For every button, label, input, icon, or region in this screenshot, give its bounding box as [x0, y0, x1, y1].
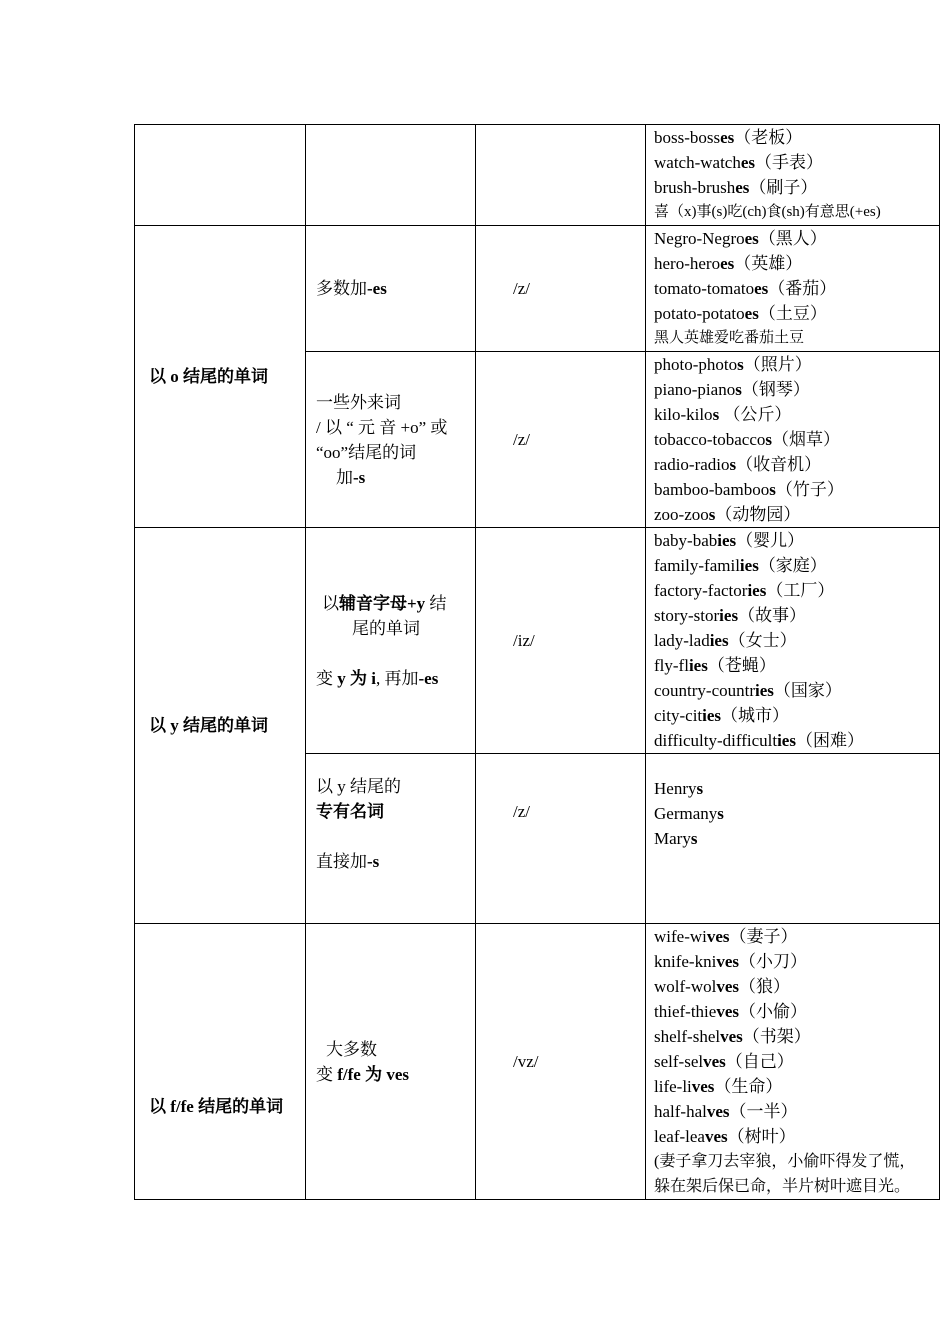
example-item: [654, 728, 939, 753]
example-base: half-hal: [654, 1102, 707, 1121]
example-translation: （城市）: [721, 706, 790, 725]
example-suffix: ves: [716, 1002, 739, 1021]
example-item: [654, 924, 939, 949]
category-o: 以 o 结尾的单词: [135, 226, 306, 528]
category-y: 以 y 结尾的单词: [135, 528, 306, 924]
example-base: shelf-shel: [654, 1027, 721, 1046]
example-translation: （烟草）: [772, 430, 841, 449]
example-translation: （一半）: [729, 1102, 798, 1121]
example-suffix: s: [712, 405, 720, 424]
example-suffix: ves: [716, 977, 739, 996]
example-base: bamboo-bamboo: [654, 480, 770, 499]
example-item: [654, 352, 939, 377]
example-suffix: s: [708, 505, 716, 524]
example-item: [654, 578, 939, 603]
example-base: knife-kni: [654, 952, 717, 971]
example-suffix: s: [717, 804, 724, 823]
mnemonic-note: 喜（x)事(s)吃(ch)食(sh)有意思(+es): [654, 204, 881, 220]
example-base: country-countr: [654, 681, 756, 700]
example-item: [654, 528, 939, 553]
example-base: piano-piano: [654, 380, 736, 399]
example-list: [654, 226, 939, 326]
example-item: [654, 226, 939, 251]
example-translation: （书架）: [742, 1027, 811, 1046]
example-translation: （公斤）: [719, 405, 792, 424]
rule-text: 变: [316, 1064, 338, 1084]
rule-suffix: -s: [353, 467, 366, 487]
example-item: [654, 452, 939, 477]
example-item: [654, 826, 939, 851]
example-list: [654, 352, 939, 527]
rule-line: [316, 849, 475, 874]
example-list: [654, 924, 939, 1149]
example-suffix: s: [737, 355, 744, 374]
example-translation: （手表）: [755, 153, 824, 172]
rule-text: 变: [316, 668, 338, 688]
example-item: [654, 477, 939, 502]
rule-cell: [306, 125, 476, 226]
rule-bold: y 为 i: [337, 668, 376, 688]
example-translation: （刷子）: [749, 178, 818, 197]
example-translation: （苍蝇）: [707, 656, 776, 675]
example-item: [654, 175, 939, 200]
example-translation: （生命）: [714, 1077, 783, 1096]
example-translation: （女士）: [728, 631, 797, 650]
example-item: [654, 377, 939, 402]
example-base: family-famil: [654, 556, 740, 575]
example-translation: （妻子）: [729, 927, 798, 946]
example-suffix: es: [735, 178, 750, 197]
pronunciation: /z/: [476, 226, 646, 352]
example-translation: （狼）: [739, 977, 790, 996]
rule-text: 多数加: [316, 279, 367, 298]
example-suffix: ves: [704, 1127, 728, 1146]
example-translation: （老板）: [734, 128, 803, 147]
table-row: [135, 528, 940, 754]
category-f: 以 f/fe 结尾的单词: [135, 924, 306, 1200]
rule-line: / 以 “ 元 音 +o” 或: [316, 417, 448, 437]
example-suffix: s: [690, 829, 698, 848]
example-suffix: es: [754, 279, 769, 298]
rule-line: “oo”结尾的词: [316, 442, 417, 462]
example-translation: （土豆）: [758, 304, 827, 323]
example-base: zoo-zoo: [654, 505, 709, 524]
mnemonic-note: 黑人英雄爱吃番茄土豆: [654, 330, 805, 346]
rule-text: 结: [425, 593, 447, 613]
example-base: factory-factor: [654, 581, 748, 600]
example-translation: （自己）: [725, 1052, 794, 1071]
example-base: hero-hero: [654, 254, 721, 273]
example-suffix: ves: [691, 1077, 715, 1096]
rule-cell: [306, 754, 476, 924]
examples-cell: [646, 924, 940, 1200]
example-translation: （婴儿）: [736, 531, 805, 550]
examples-cell: [646, 754, 940, 924]
example-translation: （树叶）: [727, 1127, 796, 1146]
example-suffix: ies: [702, 706, 722, 725]
example-item: [654, 150, 939, 175]
example-base: wife-wi: [654, 927, 707, 946]
example-item: [654, 1074, 939, 1099]
example-item: [654, 502, 939, 527]
rule-suffix: -es: [418, 668, 439, 688]
example-suffix: es: [720, 128, 735, 147]
example-suffix: ies: [755, 681, 774, 700]
rule-text: , 再加: [375, 668, 419, 688]
example-base: self-sel: [654, 1052, 704, 1071]
example-list: [654, 776, 939, 851]
rule-bold: 辅音字母+y: [339, 593, 426, 613]
rule-line: 一些外来词: [316, 392, 401, 412]
rule-cell: [306, 226, 476, 352]
example-base: lady-lad: [654, 631, 710, 650]
example-suffix: es: [744, 304, 759, 323]
example-list: [654, 528, 939, 753]
category-cell: [135, 125, 306, 226]
example-base: thief-thie: [654, 1002, 717, 1021]
example-suffix: s: [769, 480, 776, 499]
example-base: life-li: [654, 1077, 692, 1096]
example-base: baby-bab: [654, 531, 718, 550]
example-item: [654, 628, 939, 653]
mnemonic-note: (妻子拿刀去宰狼，小偷吓得发了慌，: [654, 1153, 916, 1170]
rule-line: 专有名词: [316, 802, 384, 821]
example-translation: （照片）: [743, 355, 812, 374]
rule-suffix: -es: [367, 279, 387, 298]
rule-cell: [306, 924, 476, 1200]
example-suffix: ies: [719, 606, 739, 625]
example-base: Negro-Negro: [654, 229, 745, 248]
example-item: [654, 276, 939, 301]
example-suffix: s: [735, 380, 742, 399]
example-suffix: ies: [777, 731, 796, 750]
example-translation: （黑人）: [758, 229, 827, 248]
example-item: [654, 427, 939, 452]
example-suffix: es: [744, 229, 759, 248]
example-suffix: ies: [709, 631, 729, 650]
example-translation: （家庭）: [758, 556, 827, 575]
rule-line: [316, 666, 475, 691]
example-base: tomato-tomato: [654, 279, 755, 298]
example-suffix: ies: [717, 531, 737, 550]
example-base: tobacco-tobacco: [654, 430, 766, 449]
example-base: brush-brush: [654, 178, 736, 197]
example-translation: （工厂）: [766, 581, 835, 600]
example-suffix: s: [729, 455, 737, 474]
example-base: city-cit: [654, 706, 703, 725]
examples-cell: [646, 125, 940, 226]
example-item: [654, 653, 939, 678]
example-translation: （小偷）: [738, 1002, 807, 1021]
example-translation: （英雄）: [734, 254, 803, 273]
example-translation: （收音机）: [736, 455, 822, 474]
pronunciation: /z/: [476, 754, 646, 924]
example-base: radio-radio: [654, 455, 730, 474]
example-item: [654, 553, 939, 578]
example-translation: （钢琴）: [741, 380, 810, 399]
example-base: fly-fl: [654, 656, 689, 675]
example-suffix: ves: [706, 1102, 730, 1121]
rule-line: [316, 1062, 475, 1087]
example-base: Henry: [654, 779, 697, 798]
example-suffix: ies: [739, 556, 759, 575]
example-base: Mary: [654, 829, 691, 848]
example-suffix: ves: [720, 1027, 743, 1046]
table-row: [135, 924, 940, 1200]
rule-line: 尾的单词: [352, 618, 420, 638]
example-item: [654, 301, 939, 326]
example-base: leaf-lea: [654, 1127, 705, 1146]
rule-cell: [306, 352, 476, 528]
example-suffix: ies: [747, 581, 767, 600]
rule-text: 直接加: [316, 852, 367, 871]
examples-cell: [646, 528, 940, 754]
example-item: [654, 999, 939, 1024]
example-base: wolf-wol: [654, 977, 717, 996]
pronunciation: /vz/: [476, 924, 646, 1200]
example-list: [654, 125, 939, 200]
example-suffix: es: [720, 254, 735, 273]
example-item: [654, 1099, 939, 1124]
pronunciation: /iz/: [476, 528, 646, 754]
mnemonic-note: 躲在架后保已命，半片树叶遮目光。: [654, 1178, 911, 1195]
pronunciation: /z/: [476, 352, 646, 528]
example-suffix: s: [696, 779, 704, 798]
example-translation: （故事）: [738, 606, 807, 625]
example-item: [654, 125, 939, 150]
rule-line: 大多数: [326, 1039, 377, 1059]
example-item: [654, 776, 939, 801]
example-base: difficulty-difficult: [654, 731, 778, 750]
table-row: [135, 125, 940, 226]
example-item: [654, 603, 939, 628]
example-suffix: es: [740, 153, 756, 172]
examples-cell: [646, 352, 940, 528]
example-translation: （番茄）: [768, 279, 837, 298]
plural-rules-table: [134, 124, 940, 1200]
example-base: photo-photo: [654, 355, 738, 374]
example-suffix: ies: [688, 656, 708, 675]
example-base: kilo-kilo: [654, 405, 713, 424]
example-suffix: ves: [706, 927, 730, 946]
rule-text: 以: [322, 593, 339, 613]
example-suffix: ves: [716, 952, 739, 971]
example-item: [654, 251, 939, 276]
example-item: [654, 703, 939, 728]
example-base: watch-watch: [654, 153, 741, 172]
example-item: [654, 801, 939, 826]
example-item: [654, 974, 939, 999]
pron-cell: [476, 125, 646, 226]
example-item: [654, 1024, 939, 1049]
example-base: boss-boss: [654, 128, 721, 147]
examples-cell: [646, 226, 940, 352]
example-base: story-stor: [654, 606, 720, 625]
example-item: [654, 1049, 939, 1074]
example-suffix: s: [765, 430, 773, 449]
example-item: [654, 1124, 939, 1149]
example-item: [654, 949, 939, 974]
example-item: [654, 678, 939, 703]
table-row: [135, 226, 940, 352]
example-translation: （动物园）: [715, 505, 801, 524]
rule-line: [316, 465, 475, 490]
rule-line: [316, 591, 475, 616]
example-translation: （国家）: [773, 681, 842, 700]
example-translation: （竹子）: [775, 480, 844, 499]
rule-bold: f/fe 为 ves: [337, 1064, 410, 1084]
example-item: [654, 402, 939, 427]
example-base: potato-potato: [654, 304, 745, 323]
example-suffix: ves: [703, 1052, 726, 1071]
example-base: Germany: [654, 804, 718, 823]
example-translation: （小刀）: [739, 952, 807, 971]
rule-line: 以 y 结尾的: [316, 777, 401, 796]
rule-text: 加: [336, 467, 353, 487]
rule-suffix: -s: [367, 852, 380, 871]
example-translation: （困难）: [795, 731, 864, 750]
rule-cell: [306, 528, 476, 754]
